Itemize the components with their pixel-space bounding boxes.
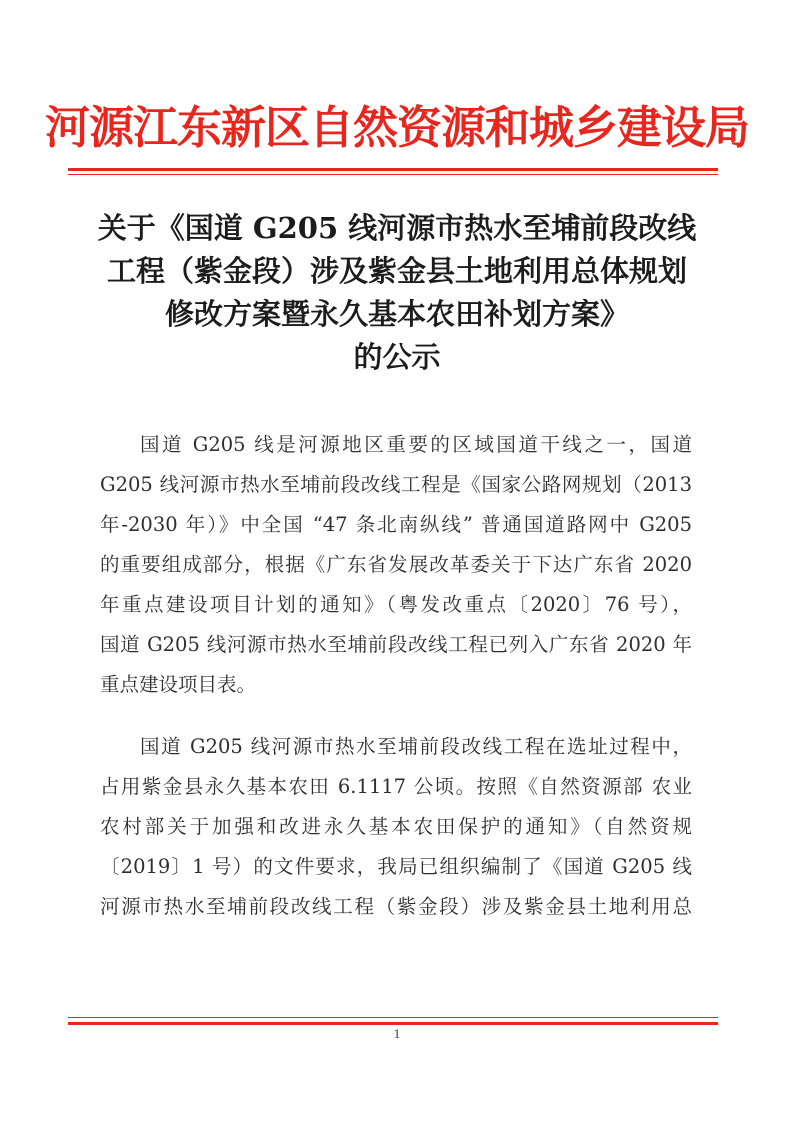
letterhead-agency-name: 河源江东新区自然资源和城乡建设局 — [44, 101, 749, 154]
document-title — [60, 207, 734, 379]
title-line: 的公示 — [353, 340, 441, 374]
body-paragraph-2 — [100, 727, 692, 927]
paragraph-line: 河源市热水至埔前段改线工程（紫金段）涉及紫金县土地利用总 — [100, 895, 692, 918]
paragraph-line: 重点建设项目表。 — [100, 673, 257, 696]
footer-rule-thin — [68, 1017, 718, 1018]
letterhead-rule-thick — [68, 168, 718, 171]
paragraph-line: 的重要组成部分，根据《广东省发展改革委关于下达广东省 2020 — [100, 553, 692, 576]
paragraph-line: 年-2030 年）》中全国 “47 条北南纵线” 普通国道路网中 G205 — [100, 513, 692, 536]
page-number: 1 — [393, 1026, 401, 1041]
letterhead-rule-thin — [68, 174, 718, 175]
body-paragraph-1 — [100, 425, 692, 705]
title-line: 修改方案暨永久基本农田补划方案》 — [164, 297, 629, 331]
paragraph-line: 国道 G205 线河源市热水至埔前段改线工程已列入广东省 2020 年 — [100, 633, 692, 656]
paragraph-line: G205 线河源市热水至埔前段改线工程是《国家公路网规划（2013 — [100, 473, 692, 496]
footer-rule-thick — [68, 1022, 718, 1025]
paragraph-line: 〔2019〕1 号）的文件要求，我局已组织编制了《国道 G205 线 — [100, 855, 692, 878]
title-line: 工程（紫金段）涉及紫金县土地利用总体规划 — [106, 254, 687, 288]
title-line: 关于《国道 G205 线河源市热水至埔前段改线 — [97, 211, 697, 245]
paragraph-line: 国道 G205 线是河源地区重要的区域国道干线之一，国道 — [140, 433, 692, 456]
paragraph-line: 国道 G205 线河源市热水至埔前段改线工程在选址过程中， — [140, 735, 692, 758]
paragraph-line: 占用紫金县永久基本农田 6.1117 公顷。按照《自然资源部 农业 — [100, 775, 692, 798]
paragraph-line: 农村部关于加强和改进永久基本农田保护的通知》（自然资规 — [100, 815, 692, 838]
paragraph-line: 年重点建设项目计划的通知》（粤发改重点〔2020〕76 号）， — [100, 593, 692, 616]
